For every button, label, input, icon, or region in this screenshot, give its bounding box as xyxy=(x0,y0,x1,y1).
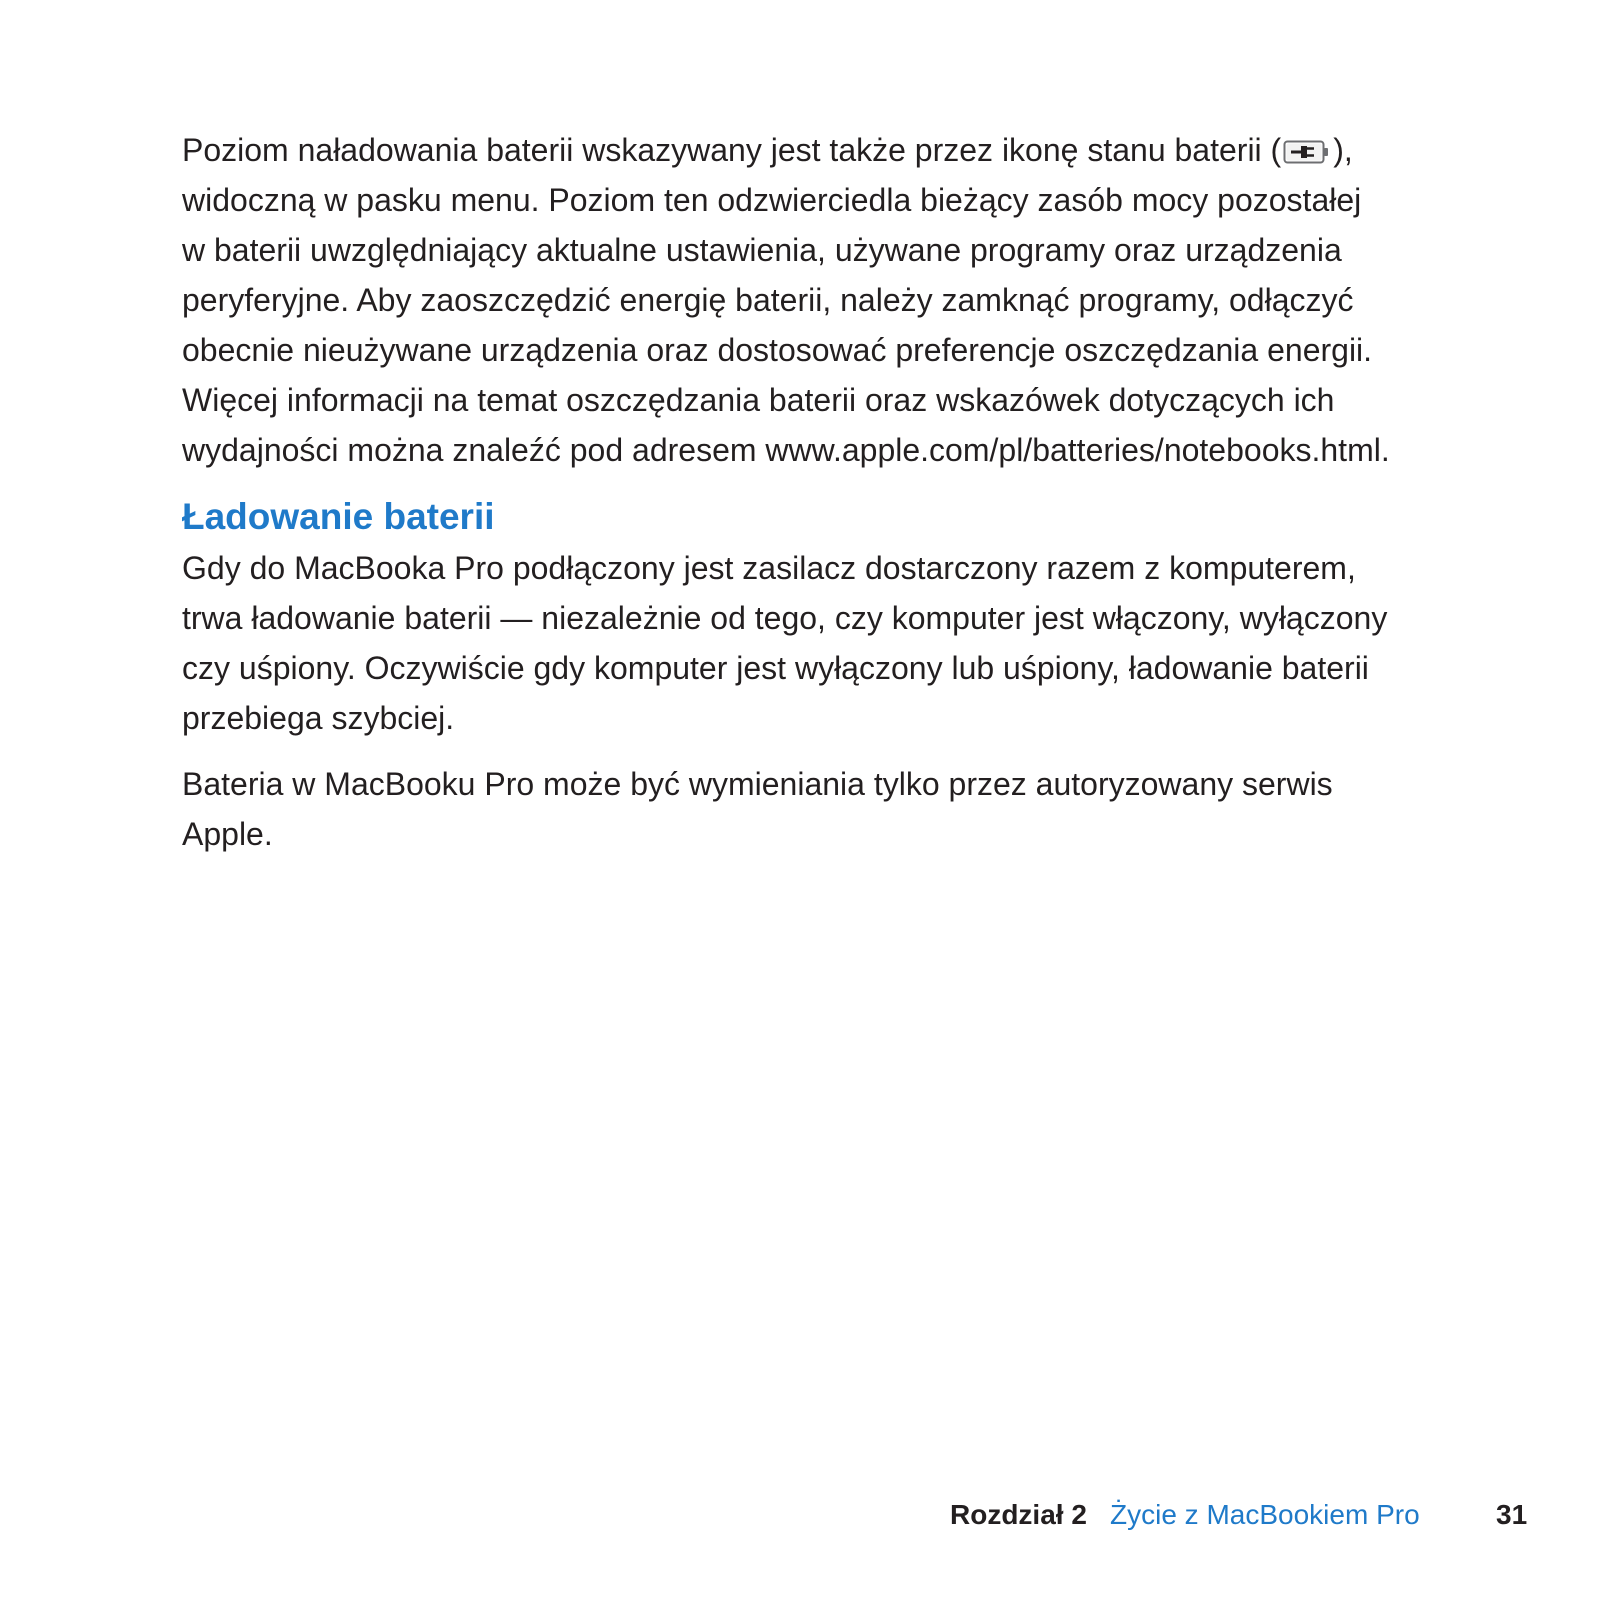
text-line xyxy=(182,125,1482,175)
text-line: czy uśpiony. Oczywiście gdy komputer jest wyłączony lub uśpiony, ładowanie baterii xyxy=(182,650,1369,686)
page-content xyxy=(182,125,1482,859)
text-line: Więcej informacji na temat oszczędzania baterii oraz wskazówek dotyczących ich xyxy=(182,382,1335,418)
text-line: widoczną w pasku menu. Poziom ten odzwierciedla bieżący zasób mocy pozostałej xyxy=(182,182,1362,218)
text-fragment: Poziom naładowania baterii wskazywany jest także przez ikonę stanu baterii ( xyxy=(182,132,1282,168)
text-line: przebiega szybciej. xyxy=(182,700,455,736)
text-line: obecnie nieużywane urządzenia oraz dostosować preferencje oszczędzania energii. xyxy=(182,332,1373,368)
text-fragment: ), xyxy=(1333,132,1353,168)
chapter-label: Rozdział 2 xyxy=(950,1499,1087,1530)
text-line: Bateria w MacBooku Pro może być wymieniania tylko przez autoryzowany serwis xyxy=(182,766,1333,802)
charging-paragraph xyxy=(182,543,1482,743)
page-footer xyxy=(0,1495,1600,1535)
section-heading: Ładowanie baterii xyxy=(182,496,495,537)
text-line: Gdy do MacBooka Pro podłączony jest zasilacz dostarczony razem z komputerem, xyxy=(182,550,1356,586)
battery-level-paragraph xyxy=(182,125,1482,475)
text-line: w baterii uwzględniający aktualne ustawienia, używane programy oraz urządzenia xyxy=(182,232,1342,268)
text-line: Apple. xyxy=(182,816,273,852)
text-line: trwa ładowanie baterii — niezależnie od tego, czy komputer jest włączony, wyłączony xyxy=(182,600,1388,636)
chapter-title: Życie z MacBookiem Pro xyxy=(1110,1499,1420,1530)
paragraph-gap xyxy=(182,743,1482,759)
replacement-paragraph xyxy=(182,759,1482,859)
text-line: wydajności można znaleźć pod adresem www.apple.com/pl/batteries/notebooks.html. xyxy=(182,432,1390,468)
text-line: peryferyjne. Aby zaoszczędzić energię baterii, należy zamknąć programy, odłączyć xyxy=(182,282,1354,318)
battery-charging-icon xyxy=(1283,139,1331,165)
page-number: 31 xyxy=(1496,1499,1528,1530)
